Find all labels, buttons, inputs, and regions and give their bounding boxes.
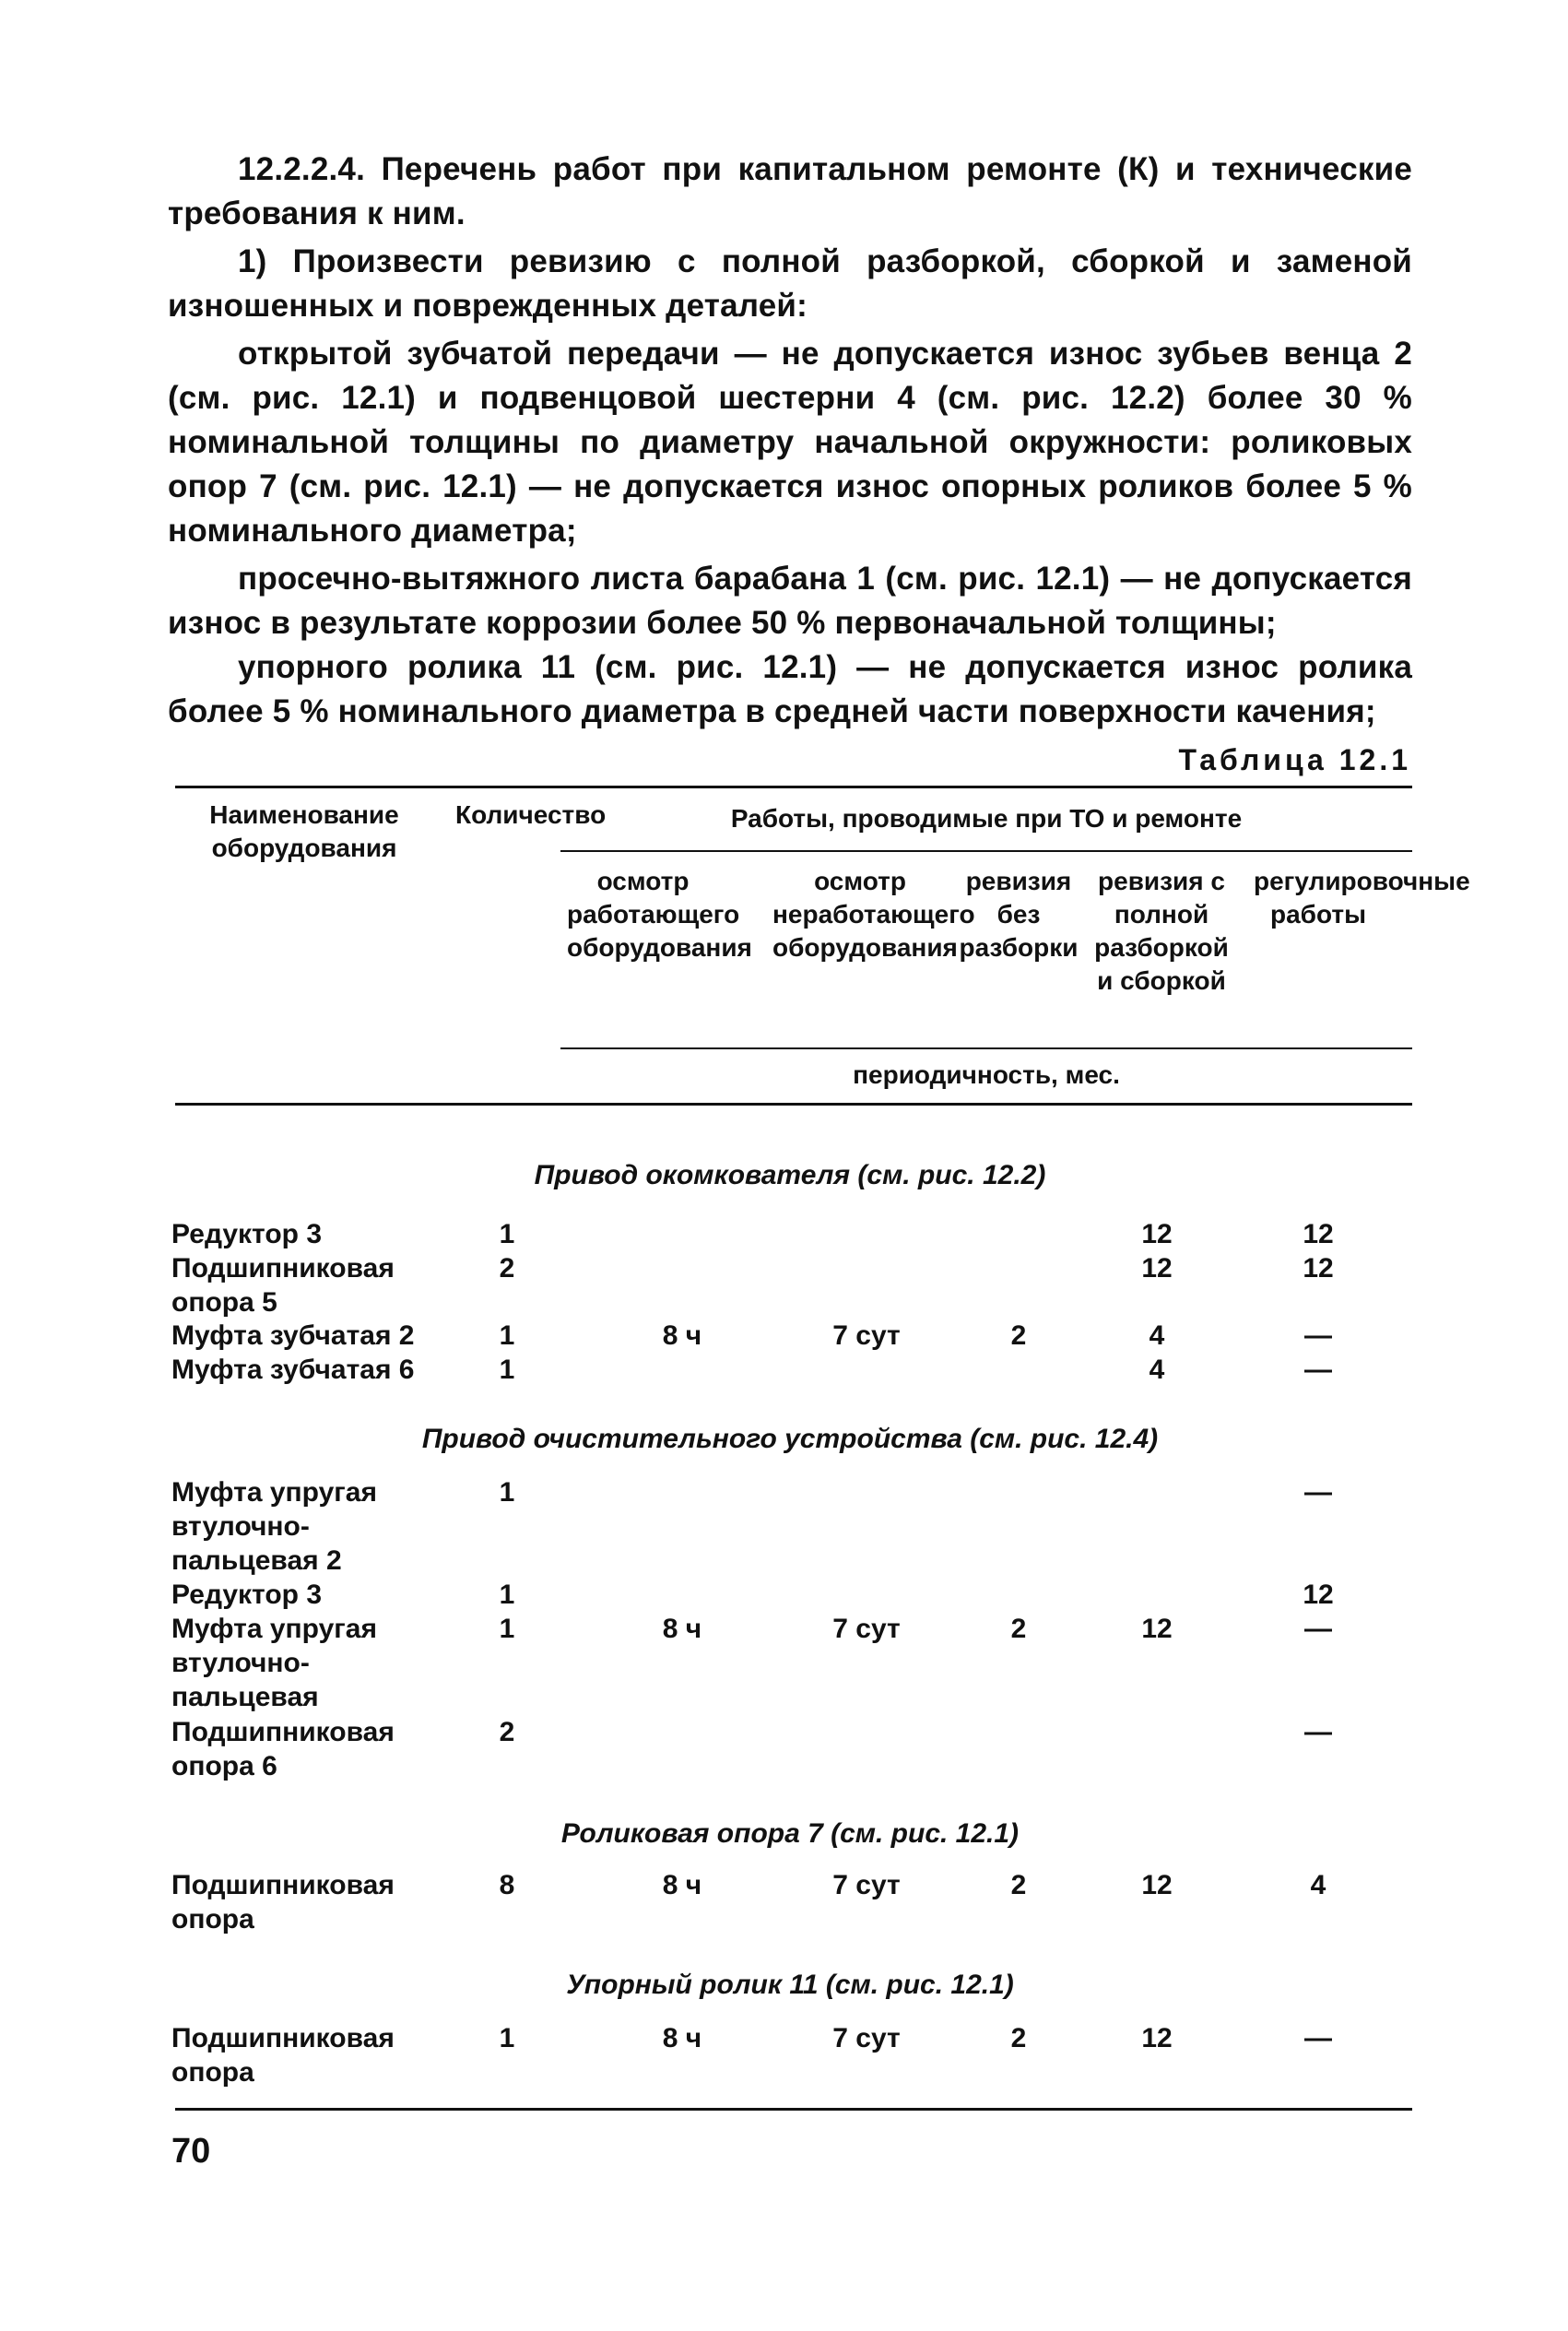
row-name: Редуктор 3 xyxy=(171,1219,323,1249)
row-qty: 1 xyxy=(499,1219,515,1249)
header-inspection-stopped: осмотр неработающего оборудования xyxy=(772,867,975,962)
row-revision-full: 12 xyxy=(1141,1219,1173,1249)
header-periodicity: периодичность, мес. xyxy=(853,1060,1120,1089)
row-name: Муфта зубчатая 2 xyxy=(171,1320,415,1351)
row-adjustment: — xyxy=(1304,1614,1332,1644)
row-name: Подшипниковая опора 5 xyxy=(171,1253,395,1318)
paragraph-drum-sheet: просечно-вытяжного листа барабана 1 (см. рис. 12.1) — не допускается износ в результате коррозии более 50 % первоначальной толщины; xyxy=(168,561,1412,641)
header-equipment-name: Наименование оборудования xyxy=(209,800,399,862)
row-name: Подшипниковая опора xyxy=(171,1870,395,1935)
row-revision-no-disassembly: 2 xyxy=(1010,1614,1027,1644)
paragraph-section-heading: 12.2.2.4. Перечень работ при капитальном ремонте (К) и технические требования к ним. xyxy=(168,151,1412,231)
paragraph-revision: 1) Произвести ревизию с полной разборкой, сборкой и заменой изношенных и поврежденных деталей: xyxy=(168,243,1412,324)
row-qty: 2 xyxy=(499,1717,515,1747)
row-adjustment: 12 xyxy=(1303,1253,1334,1284)
row-inspection-running: 8 ч xyxy=(662,1320,702,1351)
row-revision-full: 12 xyxy=(1141,1253,1173,1284)
table-top-rule xyxy=(175,786,1412,788)
row-qty: 8 xyxy=(499,1870,515,1900)
row-adjustment: — xyxy=(1304,1477,1332,1508)
row-inspection-stopped: 7 сут xyxy=(832,1870,901,1900)
header-quantity: Количество xyxy=(455,800,607,829)
row-adjustment: 4 xyxy=(1310,1870,1326,1900)
row-inspection-stopped: 7 сут xyxy=(832,1614,901,1644)
row-name: Муфта упругая втулочно-пальцевая xyxy=(171,1614,377,1712)
row-inspection-stopped: 7 сут xyxy=(832,1320,901,1351)
row-revision-full: 4 xyxy=(1149,1320,1165,1351)
header-revision-no-disassembly: ревизия без разборки xyxy=(959,867,1079,962)
table-caption: Таблица 12.1 xyxy=(1178,743,1411,776)
paragraph-gear-transmission: открытой зубчатой передачи — не допускается износ зубьев венца 2 (см. рис. 12.1) и подвенцовой шестерни 4 (см. рис. 12.2) более 30 % номинальной толщины по диаметру начальной окружности: роликовых опор 7 (см. рис. 12.1) — не допускается износ опорных роликов более 5 % номинального диаметра; xyxy=(168,336,1412,549)
row-revision-full: 12 xyxy=(1141,1614,1173,1644)
row-name: Подшипниковая опора 6 xyxy=(171,1717,395,1781)
paragraph-thrust-roller: упорного ролика 11 (см. рис. 12.1) — не допускается износ ролика более 5 % номинального диаметра в средней части поверхности качения; xyxy=(168,649,1412,729)
section-title: Упорный ролик 11 (см. рис. 12.1) xyxy=(566,1970,1014,2000)
section-title: Роликовая опора 7 (см. рис. 12.1) xyxy=(560,1818,1020,1849)
header-revision-full: ревизия с полной разборкой и сборкой xyxy=(1094,867,1229,995)
row-qty: 1 xyxy=(499,1614,515,1644)
row-name: Муфта упругая втулочно-пальцевая 2 xyxy=(171,1477,377,1576)
row-revision-no-disassembly: 2 xyxy=(1010,1320,1027,1351)
row-adjustment: 12 xyxy=(1303,1580,1334,1610)
row-adjustment: — xyxy=(1304,1355,1332,1385)
periodicity-rule xyxy=(560,1047,1412,1049)
row-qty: 1 xyxy=(499,1580,515,1610)
header-works: Работы, проводимые при ТО и ремонте xyxy=(730,804,1243,833)
row-inspection-running: 8 ч xyxy=(662,2023,702,2053)
row-inspection-running: 8 ч xyxy=(662,1614,702,1644)
row-revision-full: 12 xyxy=(1141,2023,1173,2053)
row-adjustment: — xyxy=(1304,2023,1332,2053)
page-number: 70 xyxy=(171,2132,211,2171)
row-revision-full: 4 xyxy=(1149,1355,1165,1385)
section-title: Привод окомкователя (см. рис. 12.2) xyxy=(534,1160,1046,1190)
row-revision-full: 12 xyxy=(1141,1870,1173,1900)
row-name: Редуктор 3 xyxy=(171,1580,323,1610)
row-adjustment: 12 xyxy=(1303,1219,1334,1249)
row-inspection-running: 8 ч xyxy=(662,1870,702,1900)
header-bottom-rule xyxy=(175,1103,1412,1106)
header-inspection-running: осмотр работающего оборудования xyxy=(567,867,752,962)
section-title: Привод очистительного устройства (см. рис. 12.4) xyxy=(421,1424,1159,1454)
row-qty: 1 xyxy=(499,2023,515,2053)
table-bottom-rule xyxy=(175,2108,1412,2111)
row-adjustment: — xyxy=(1304,1717,1332,1747)
row-qty: 1 xyxy=(499,1320,515,1351)
row-name: Подшипниковая опора xyxy=(171,2023,395,2088)
row-revision-no-disassembly: 2 xyxy=(1010,2023,1027,2053)
row-qty: 1 xyxy=(499,1355,515,1385)
body-text xyxy=(168,148,1412,734)
row-inspection-stopped: 7 сут xyxy=(832,2023,901,2053)
row-qty: 1 xyxy=(499,1477,515,1508)
works-header-rule xyxy=(560,850,1412,852)
header-adjustment: регулировочные работы xyxy=(1254,867,1470,929)
row-name: Муфта зубчатая 6 xyxy=(171,1355,415,1385)
row-adjustment: — xyxy=(1304,1320,1332,1351)
row-revision-no-disassembly: 2 xyxy=(1010,1870,1027,1900)
row-qty: 2 xyxy=(499,1253,515,1284)
